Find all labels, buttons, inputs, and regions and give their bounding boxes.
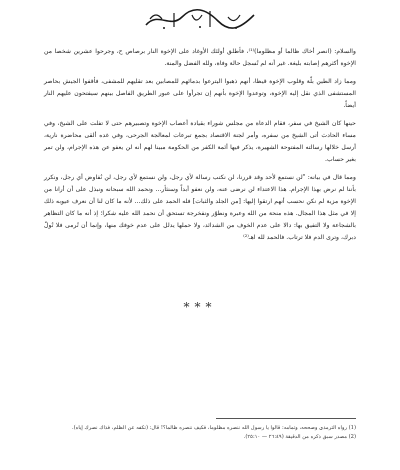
paragraph: والسلام: (انصر أخاك ظالما أو مظلوما)⁽¹⁾، فأطلق أولئك الأوغاد على الإخوة النار برصاص ح، وجرحوا عشرين شخصا من الإخوة أكثرهم إصابته بليغة. غير أنه لم تُسجل حالة وفاة، ولله الفضل والمنة.	[44, 48, 356, 67]
paragraph: ومما قال في بيانه: "لن نستمع لأحد وقد قررنا، لن نكتب رسالة لأي رجل، ولن نستمع لأي رجل، لن نُفاوض أي رجل، ونكرر بأننا لم نرض بهذا الإجرام. هذا الاعتداء لن نرضى عنه، ولن نعفو أبداً وسنثأر... ونحمد الله سبحانه ونبذل على أن أرانا من الإخوة مزية لم نكن نحسب أنهم ارتقوا إليها: [من الجلد والثبات] فله الحمد على ذلك... لأنه ما كان لنا أن نعرف عيوبه ذلك إلا في مثل هذا المجال. هذه منحة من الله وعبرة ونطوّر ونفخرجة تستحق أن نحمد الله عليه شكرا؛ إذ أنه ما كان التظاهر بالشجاعة ولا التفيق بها: دالا على عدم الخوف من الشدائد، ولا حملها يدلل على عدم خوفك منها، وإنما أن تُرمى فلا تُولّ دبرك، وترى الدم فلا ترتاب. فالحمد لله اهـ⁽²⁾	[44, 174, 356, 241]
footnote-divider	[216, 418, 356, 419]
calligraphy-logo	[140, 5, 260, 33]
paragraph: حينها كان الشيخ في سفر، فقام الدعاة من مجلس شوراء بقيادة أعصاب الإخوة وتصبيرهم حتى لا تفلت على الشيخ، وفي مساء الحادث أتى الشيخ من سفره، وأمر لجنة الاقتصاد بجمع تبرعات لمعالجة الجرحى، وفي غده ألقى محاضرة نارية، أرسل خلالها رسالته المفتوحة الشهيرة، يذكر فيها أئمة الكفر من الحكومة مبينا لهم أنه لن يعفو عن هذه الإجرام، ولن تمر بغير حساب.	[44, 120, 356, 163]
footnote: (2) مصدر سبق ذكره من الدقيقة (٢٦:٤٩ — ٢٥:١٠).	[243, 434, 356, 440]
page-header	[0, 4, 400, 34]
paragraph: ومما زاد الطين بلّة وقلوب الإخوة قيظا، أنهم ذهبوا اليترعوا بدمائهم للمصابين بعد تقليهم للمشفى، فأقفوا الجيش بحاصر المستشفى الذي نقل إليه الإخوة، وتوعدوا الإخوة بأنهم إن تجرأوا على عبور الطريق الفاصل بينهم سيفتحون عليهم النار أيضاً.	[44, 78, 356, 109]
document-body	[44, 46, 356, 250]
section-separator: ***	[183, 300, 217, 314]
footnotes	[44, 424, 356, 442]
footnote: (1) رواه الترمذي وصححه، وتمامه: قالوا يا رسول الله ننصره مظلوما، فكيف ننصره ظالما؟! قال: (تكفه عن الظلم، فذاك نصرك إياه).	[72, 425, 356, 431]
